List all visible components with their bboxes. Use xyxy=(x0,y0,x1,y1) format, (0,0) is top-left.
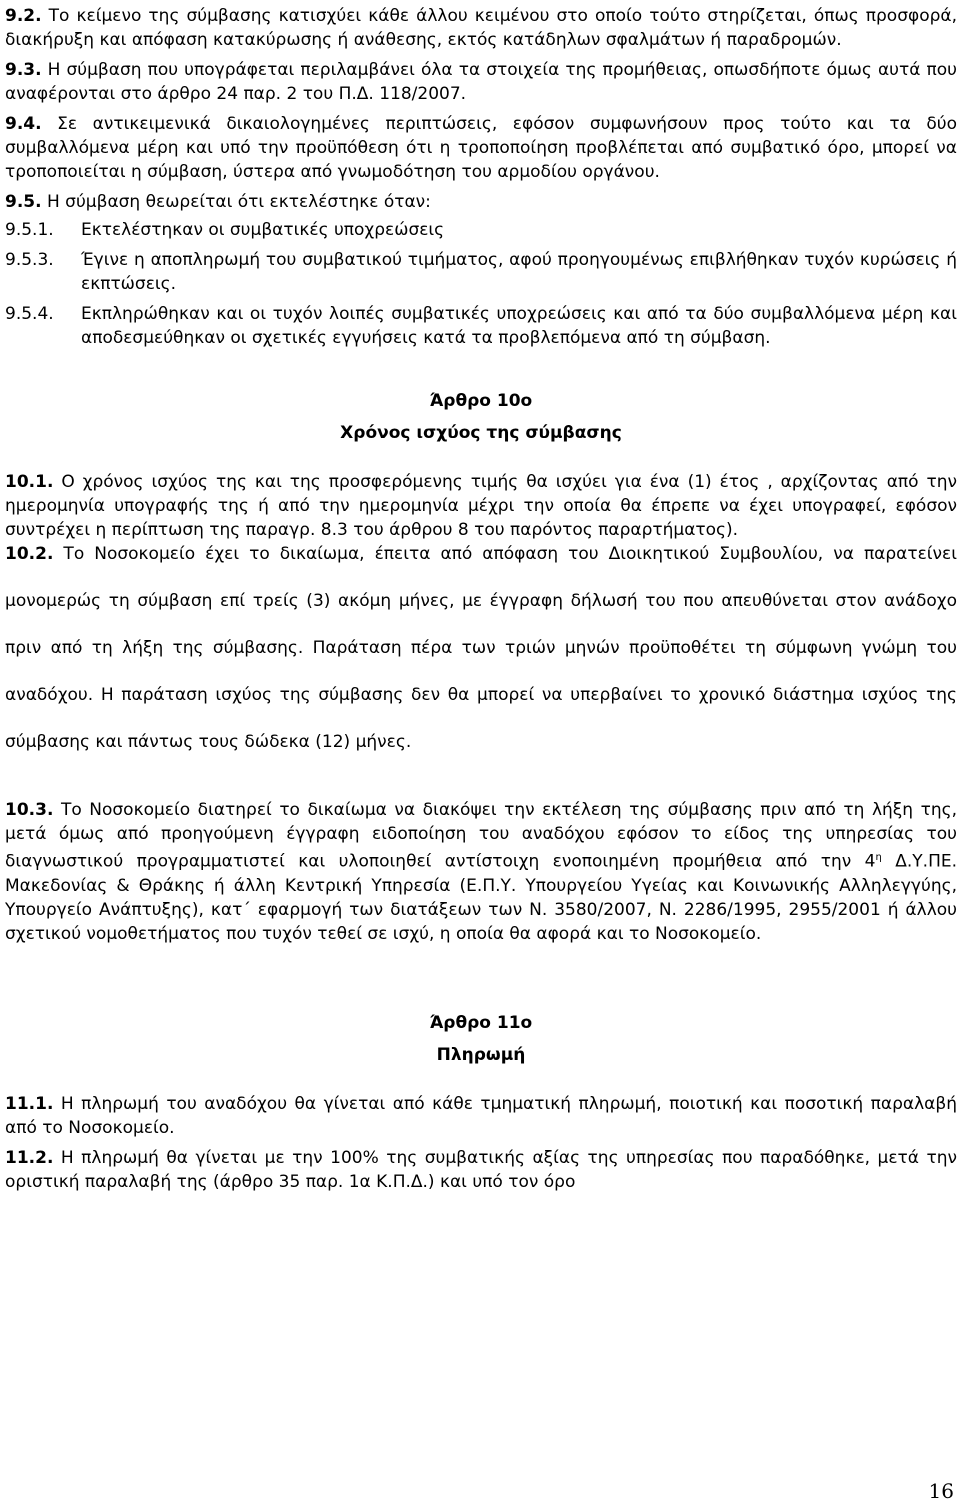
paragraph-11-2 xyxy=(5,1146,957,1194)
paragraph-9-4 xyxy=(5,112,957,184)
paragraph-text: Το Νοσοκομείο διατηρεί το δικαίωμα να διακόψει την εκτέλεση της σύμβασης πριν από τη λήξη της, μετά όμως από προηγούμενη έγγραφη ειδοποίηση του αναδόχου εφόσον το είδος της υπηρεσίας του διαγνωστικού προγραμματιστεί και υλοποιηθεί αντίστοιχη ενοποιημένη προμήθεια από την 4 xyxy=(5,800,957,872)
paragraph-number: 9.5. xyxy=(5,192,42,212)
paragraph-text: Ο χρόνος ισχύος της και της προσφερόμενης τιμής θα ισχύει για ένα (1) έτος , αρχίζοντας από την ημερομηνία υπογραφής της ή από την ημερομηνία μέχρι την οποία θα έπρεπε να έχει υπογραφεί, εφόσον συντρέχει η περίπτωση της παραγρ. 8.3 του άρθρου 8 του παρόντος παραρτήματος). xyxy=(5,472,957,540)
paragraph-number: 9.4. xyxy=(5,114,42,134)
article-11-title: Άρθρο 11ο xyxy=(429,1012,533,1033)
paragraph-9-5 xyxy=(5,190,957,214)
subclause-9-5-1 xyxy=(5,218,957,242)
superscript: η xyxy=(875,852,882,863)
paragraph-number: 10.3. xyxy=(5,800,54,820)
article-10-title: Άρθρο 10ο xyxy=(429,391,533,411)
paragraph-number: 9.3. xyxy=(5,60,42,80)
paragraph-number: 11.2. xyxy=(5,1147,54,1168)
subclause-9-5-3 xyxy=(5,248,957,296)
subclause-9-5-4 xyxy=(5,302,957,350)
article-11-subtitle: Πληρωμή xyxy=(436,1044,526,1065)
paragraph-text: Η σύμβαση που υπογράφεται περιλαμβάνει όλα τα στοιχεία της προμήθειας, οπωσδήποτε όμως αυτά που αναφέρονται στο άρθρο 24 παρ. 2 του Π.Δ. 118/2007. xyxy=(5,60,957,104)
subclause-number: 9.5.1. xyxy=(5,220,54,240)
document-page xyxy=(5,4,957,1194)
paragraph-number: 10.2. xyxy=(5,544,54,564)
subclause-text: Εκπληρώθηκαν και οι τυχόν λοιπές συμβατικές υποχρεώσεις και από τα δύο συμβαλλόμενα μέρη και αποδεσμεύθηκαν οι σχετικές εγγυήσεις κατά τα προβλεπόμενα από τη σύμβαση. xyxy=(81,304,957,348)
paragraph-text-continued: Δ.Υ.ΠΕ. Μακεδονίας & Θράκης ή άλλη Κεντρική Υπηρεσία (Ε.Π.Υ. Υπουργείου Υγείας και Κοινωνικής Αλληλεγγύης, Υπουργείο Ανάπτυξης), κατ΄ εφαρμογή των διατάξεων των Ν. 3580/2007, Ν. 2286/1995, 2955/2001 ή άλλου σχετικού νομοθετήματος που τυχόν τεθεί σε ισχύ, η οποία θα αφορά και το Νοσοκομείο. xyxy=(5,851,958,944)
subclause-number: 9.5.3. xyxy=(5,250,54,270)
paragraph-text: Σε αντικειμενικά δικαιολογημένες περιπτώσεις, εφόσον συμφωνήσουν προς τούτο και τα δύο συμβαλλόμενα μέρη και υπό την προϋπόθεση ότι η τροποποίηση προβλέπεται από συμβατικό όρο, μπορεί να τροποποιείται η σύμβαση, ύστερα από γνωμοδότηση του αρμοδίου οργάνου. xyxy=(5,114,957,182)
paragraph-text: Το Νοσοκομείο έχει το δικαίωμα, έπειτα από απόφαση του Διοικητικού Συμβουλίου, να παρατείνει μονομερώς τη σύμβαση επί τρείς (3) ακόμη μήνες, με έγγραφη δήλωσή του που απευθύνεται στον ανάδοχο πριν από τη λήξη της σύμβασης. Παράταση πέρα των τριών μηνών προϋποθέτει τη σύμφωνη γνώμη του αναδόχου. Η παράταση ισχύος της σύμβασης δεν θα μπορεί να υπερβαίνει το χρονικό διάστημα ισχύος της σύμβασης και πάντως τους δώδεκα (12) μήνες. xyxy=(5,544,957,752)
page-number: 16 xyxy=(928,1479,954,1503)
paragraph-text: Η πληρωμή θα γίνεται με την 100% της συμβατικής αξίας της υπηρεσίας που παραδόθηκε, μετά την οριστική παραλαβή της (άρθρο 35 παρ. 1α Κ.Π.Δ.) και υπό τον όρο xyxy=(5,1147,957,1192)
article-10-subtitle: Χρόνος ισχύος της σύμβασης xyxy=(340,423,622,443)
paragraph-number: 11.1. xyxy=(5,1093,54,1114)
paragraph-9-2 xyxy=(5,4,957,52)
paragraph-10-2 xyxy=(5,531,957,766)
paragraph-11-1 xyxy=(5,1092,957,1140)
paragraph-10-3 xyxy=(5,798,957,946)
paragraph-number: 10.1. xyxy=(5,472,54,492)
paragraph-text: Η πληρωμή του αναδόχου θα γίνεται από κάθε τμηματική πληρωμή, ποιοτική και ποσοτική παραλαβή από το Νοσοκομείο. xyxy=(5,1093,957,1138)
paragraph-text: Η σύμβαση θεωρείται ότι εκτελέστηκε όταν: xyxy=(41,192,431,212)
subclause-text: Έγινε η αποπληρωμή του συμβατικού τιμήματος, αφού προηγουμένως επιβλήθηκαν τυχόν κυρώσεις ή εκπτώσεις. xyxy=(81,250,957,294)
paragraph-number: 9.2. xyxy=(5,6,42,26)
subclause-number: 9.5.4. xyxy=(5,304,54,324)
subclause-text: Εκτελέστηκαν οι συμβατικές υποχρεώσεις xyxy=(81,220,445,240)
paragraph-text: Το κείμενο της σύμβασης κατισχύει κάθε άλλου κειμένου στο οποίο τούτο στηρίζεται, όπως προσφορά, διακήρυξη και απόφαση κατακύρωσης ή ανάθεσης, εκτός κατάδηλων σφαλμάτων ή παραδρομών. xyxy=(5,6,957,50)
paragraph-9-3 xyxy=(5,58,957,106)
